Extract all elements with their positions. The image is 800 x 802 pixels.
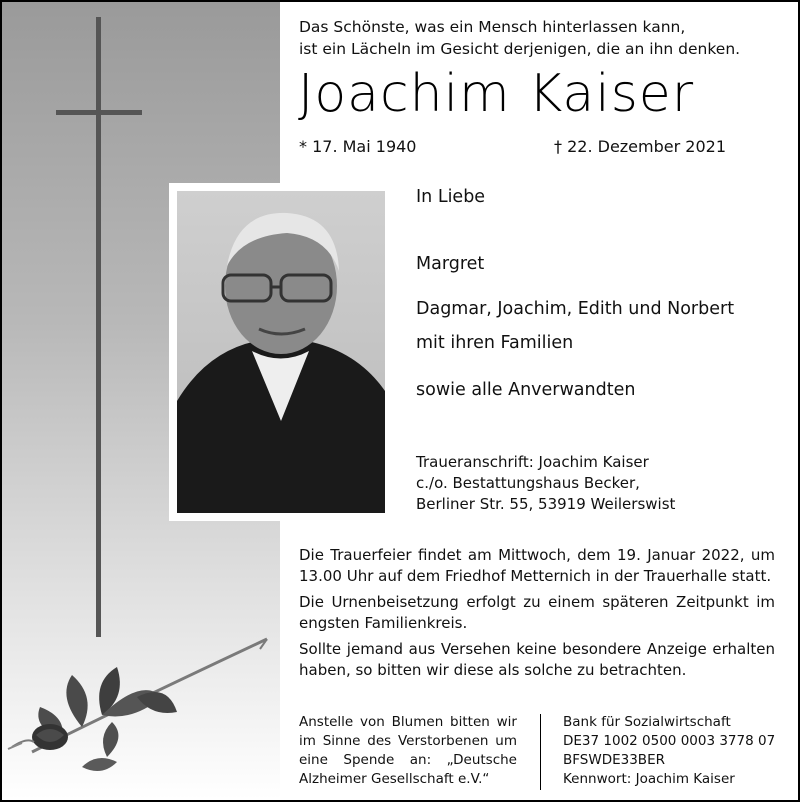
notice-text: Sollte jemand aus Versehen keine besondere Anzeige erhalten haben, so bitten wir diese als solche zu betrachten. [299,640,775,679]
divider [540,714,541,790]
deceased-name: Joachim Kaiser [298,64,695,124]
urn-burial-text: Die Urnenbeisetzung erfolgt zu einem späteren Zeitpunkt im engsten Familienkreis. [299,593,775,632]
family-relatives: sowie alle Anverwandten [416,380,636,400]
funeral-service-text: Die Trauerfeier findet am Mittwoch, dem 19. Januar 2022, um 13.00 Uhr auf dem Friedhof Metternich in der Trauerhalle statt. [299,546,775,585]
family-intro: In Liebe [416,187,486,207]
bank-iban: DE37 1002 0500 0003 3778 07 [563,733,776,749]
portrait-photo [177,191,385,513]
family-children-families: mit ihren Familien [416,333,574,353]
service-info [299,545,775,686]
portrait-frame [169,183,393,521]
address-line: Berliner Str. 55, 53919 Weilerswist [416,495,676,513]
address-line: Traueranschrift: Joachim Kaiser [416,453,649,471]
bank-details [563,713,775,789]
family-spouse: Margret [416,254,485,274]
donation-request: Anstelle von Blumen bitten wir im Sinne des Verstorbenen um eine Spende an: „Deutsche Alzheimer Gesellschaft e.V.“ [299,714,517,787]
death-date: † 22. Dezember 2021 [554,137,726,156]
bank-reference: Kennwort: Joachim Kaiser [563,771,735,787]
mourning-address [416,452,675,515]
motto-line: ist ein Lächeln im Gesicht derjenigen, die an ihn denken. [299,40,741,58]
bank-bic: BFSWDE33BER [563,752,665,768]
family-children: Dagmar, Joachim, Edith und Norbert [416,299,735,319]
motto [299,16,779,60]
motto-line: Das Schönste, was ein Mensch hinterlassen kann, [299,18,686,36]
rose-icon [2,627,282,797]
bank-name: Bank für Sozialwirtschaft [563,714,731,730]
address-line: c./o. Bestattungshaus Becker, [416,474,640,492]
birth-date: * 17. Mai 1940 [299,137,417,156]
cross-icon-horizontal [56,110,142,115]
